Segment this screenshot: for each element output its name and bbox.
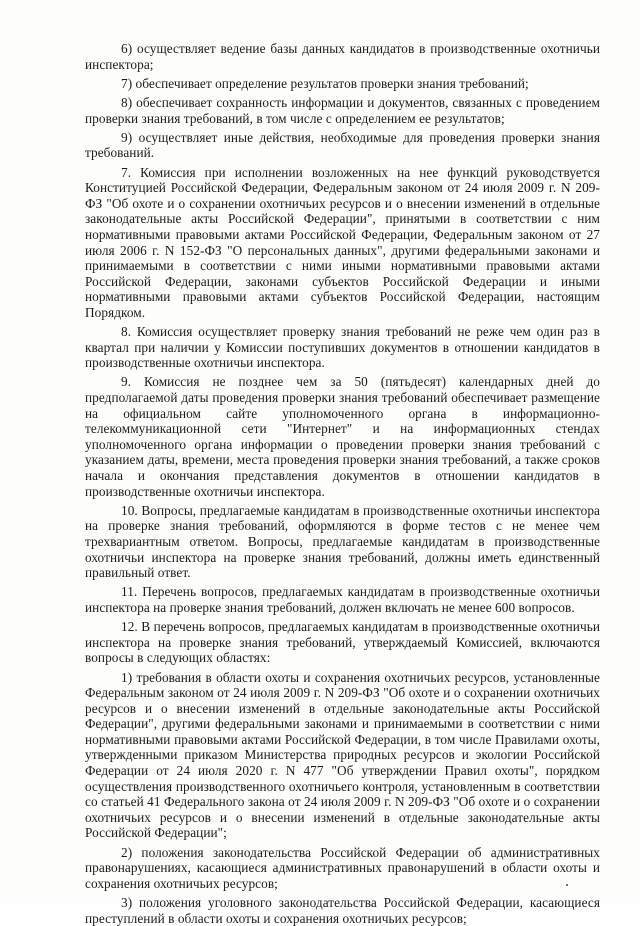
clause-12: 12. В перечень вопросов, предлагаемых кандидатам в производственные охотничьи инспектора на проверке знания требований, утверждаемый Комиссией, включаются вопросы в следующих областях: (85, 619, 600, 666)
list-item-8: 8) обеспечивает сохранность информации и документов, связанных с проведением проверки знания требований, в том числе с определением ее результатов; (85, 94, 600, 126)
clause-12-item-2: 2) положения законодательства Российской Федерации об административных правонарушениях, касающиеся административных правонарушений в области охоты и сохранения охотничьих ресурсов; (85, 844, 600, 891)
clause-7: 7. Комиссия при исполнении возложенных на нее функций руководствуется Конституцией Российской Федерации, Федеральным законом от 24 июля 2009 г. N 209-ФЗ "Об охоте и о сохранении охотничьих ресурсов и о внесении изменений в отдельные законодательные акты Российской Федерации", принятыми в соответствии с ним нормативными правовыми актами Российской Федерации, Федеральным законом от 27 июля 2006 г. N 152-ФЗ "О персональных данных", другими федеральными законами и принимаемыми в соответствии с ними иными нормативными правовыми актами Российской Федерации, законами субъектов Российской Федерации и иными нормативными правовыми актами субъектов Российской Федерации, настоящим Порядком. (85, 164, 600, 320)
clause-10: 10. Вопросы, предлагаемые кандидатам в производственные охотничьи инспектора на проверке знания требований, оформляются в форме тестов с не менее чем трехвариантным ответом. Вопросы, предлагаемые кандидатам в производственные охотничьи инспектора на проверке знания требований, должны иметь единственный правильный ответ. (85, 502, 600, 581)
scan-speck (566, 884, 568, 886)
list-item-7: 7) обеспечивает определение результатов проверки знания требований; (121, 75, 529, 91)
clause-12-item-1: 1) требования в области охоты и сохранения охотничьих ресурсов, установленные Федеральным законом от 24 июля 2009 г. N 209-ФЗ "Об охоте и о сохранении охотничьих ресурсов и о внесении изменений в отдельные законодательные акты Российской Федерации", другими федеральными законами и принимаемыми в соответствии с ними нормативными правовыми актами Российской Федерации, в том числе Правилами охоты, утвержденными приказом Министерства природных ресурсов и экологии Российской Федерации от 24 июля 2020 г. N 477 "Об утверждении Правил охоты", порядком осуществления производственного охотничьего контроля, установленным в соответствии со статьей 41 Федерального закона от 24 июля 2009 г. N 209-ФЗ "Об охоте и о сохранении охотничьих ресурсов и о внесении изменений в отдельные законодательные акты Российской Федерации"; (85, 669, 600, 841)
clause-11: 11. Перечень вопросов, предлагаемых кандидатам в производственные охотничьи инспектора на проверке знания требований, должен включать не менее 600 вопросов. (85, 584, 600, 615)
list-item-6: 6) осуществляет ведение базы данных кандидатов в производственные охотничьи инспектора; (85, 41, 600, 72)
clause-9: 9. Комиссия не позднее чем за 50 (пятьдесят) календарных дней до предполагаемой даты проведения проверки знания требований обеспечивает размещение на официальном сайте уполномоченного органа в информационно-телекоммуникационной сети "Интернет" и на информационных стендах уполномоченного органа информации о проведении проверки знания требований с указанием даты, времени, места проведения проверки знания требований, а также сроков начала и окончания представления документов в отношении кандидатов в производственные охотничьи инспектора. (85, 374, 600, 499)
list-item-9: 9) осуществляет иные действия, необходимые для проведения проверки знания требований. (85, 129, 600, 161)
clause-8: 8. Комиссия осуществляет проверку знания требований не реже чем один раз в квартал при наличии у Комиссии поступивших документов в отношении кандидатов в производственные охотничьи инспектора. (85, 324, 600, 371)
clause-12-item-3: 3) положения уголовного законодательства Российской Федерации, касающиеся преступлений в области охоты и сохранения охотничьих ресурсов; (85, 895, 600, 926)
